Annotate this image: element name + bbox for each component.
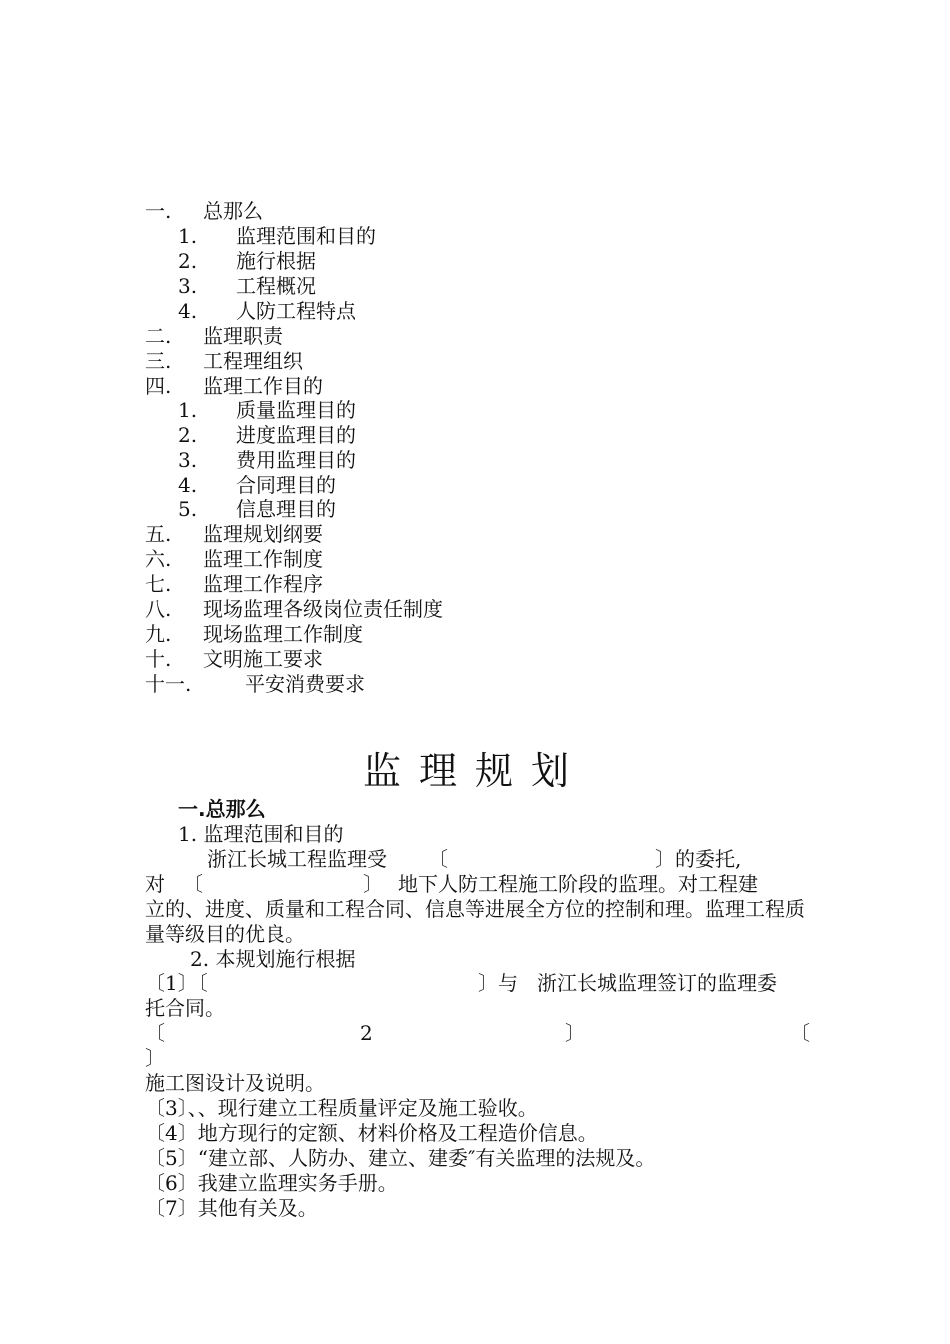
text-span: 对 bbox=[145, 872, 165, 896]
toc-item-number: 3. bbox=[178, 448, 198, 472]
list-item: 〔5〕“建立部、人防办、建立、建委″有关监理的法规及。 bbox=[145, 1146, 656, 1170]
paragraph: 立的、进度、质量和工程合同、信息等进展全方位的控制和理。监理工程质量等级目的优良。 bbox=[145, 897, 805, 946]
text-span: 〔 bbox=[790, 1021, 810, 1045]
toc-item-number: 5. bbox=[178, 497, 198, 521]
toc-item-text: 合同理目的 bbox=[236, 473, 336, 497]
text-span: 〔 bbox=[183, 872, 203, 896]
toc-item-number: 六. bbox=[145, 547, 172, 571]
toc-item-text: 工程理组织 bbox=[203, 349, 303, 373]
toc-item-number: 八. bbox=[145, 597, 172, 621]
text-span: 浙江长城工程监理受 bbox=[207, 847, 387, 871]
toc-item-number: 1. bbox=[178, 398, 198, 422]
text-span: 浙江长城监理签订的监理委 bbox=[537, 971, 777, 995]
toc-item-number: 2. bbox=[178, 249, 198, 273]
toc-item-number: 一. bbox=[145, 199, 172, 223]
toc-item-text: 监理工作制度 bbox=[203, 547, 323, 571]
toc-item-number: 十. bbox=[145, 647, 172, 671]
toc-item-text: 现场监理各级岗位责任制度 bbox=[203, 597, 443, 621]
toc-item-text: 总那么 bbox=[203, 199, 263, 223]
toc-item-text: 监理工作目的 bbox=[203, 374, 323, 398]
toc-item-number: 十一. bbox=[145, 672, 192, 696]
toc-item-number: 1. bbox=[178, 224, 198, 248]
toc-item-text: 文明施工要求 bbox=[203, 647, 323, 671]
list-item: 〔4〕地方现行的定额、材料价格及工程造价信息。 bbox=[145, 1121, 598, 1145]
toc-item-number: 4. bbox=[178, 299, 198, 323]
list-item-continuation: 施工图设计及说明。 bbox=[145, 1071, 325, 1095]
toc-item-number: 五. bbox=[145, 522, 172, 546]
toc-item-text: 费用监理目的 bbox=[236, 448, 356, 472]
toc-item-number: 三. bbox=[145, 349, 172, 373]
toc-item-text: 监理职责 bbox=[203, 324, 283, 348]
toc-item-number: 3. bbox=[178, 274, 198, 298]
toc-item-number: 七. bbox=[145, 572, 172, 596]
text-span: 〕与 bbox=[478, 971, 518, 995]
text-span: 〕 bbox=[363, 872, 383, 896]
toc-item-number: 九. bbox=[145, 622, 172, 646]
text-span: 〔 bbox=[145, 1021, 165, 1045]
list-item-continuation: 托合同。 bbox=[145, 996, 225, 1020]
toc-item-text: 现场监理工作制度 bbox=[203, 622, 363, 646]
toc-item-number: 4. bbox=[178, 473, 198, 497]
list-item: 〔3〕、、现行建立工程质量评定及施工验收。 bbox=[145, 1096, 538, 1120]
toc-item-text: 质量监理目的 bbox=[236, 398, 356, 422]
subsection-heading: 1. 监理范围和目的 bbox=[178, 822, 344, 846]
toc-item-text: 监理规划纲要 bbox=[203, 522, 323, 546]
toc-item-number: 四. bbox=[145, 374, 172, 398]
text-span: 〕 bbox=[565, 1021, 585, 1045]
list-item: 〔6〕我建立监理实务手册。 bbox=[145, 1171, 398, 1195]
text-span: 2 bbox=[360, 1021, 373, 1045]
toc-item-text: 监理范围和目的 bbox=[236, 224, 376, 248]
text-span: 〕的委托, bbox=[655, 847, 742, 871]
list-item: 〔7〕其他有关及。 bbox=[145, 1196, 318, 1220]
toc-item-text: 施行根据 bbox=[236, 249, 316, 273]
toc-item-number: 2. bbox=[178, 423, 198, 447]
toc-item-text: 进度监理目的 bbox=[236, 423, 356, 447]
document-title: 监理规划 bbox=[362, 749, 587, 793]
text-span: 地下人防工程施工阶段的监理。对工程建 bbox=[398, 872, 758, 896]
text-span: 〔1〕〔 bbox=[145, 971, 208, 995]
subsection-heading: 2. 本规划施行根据 bbox=[190, 947, 356, 971]
text-span: 〔 bbox=[428, 847, 448, 871]
section-heading: 一.总那么 bbox=[178, 797, 266, 821]
toc-item-text: 信息理目的 bbox=[236, 497, 336, 521]
toc-item-text: 工程概况 bbox=[236, 274, 316, 298]
toc-item-text: 监理工作程序 bbox=[203, 572, 323, 596]
toc-item-text: 人防工程特点 bbox=[236, 299, 356, 323]
list-item-continuation: 〕 bbox=[145, 1046, 165, 1070]
toc-item-number: 二. bbox=[145, 324, 172, 348]
toc-item-text: 平安消费要求 bbox=[245, 672, 365, 696]
